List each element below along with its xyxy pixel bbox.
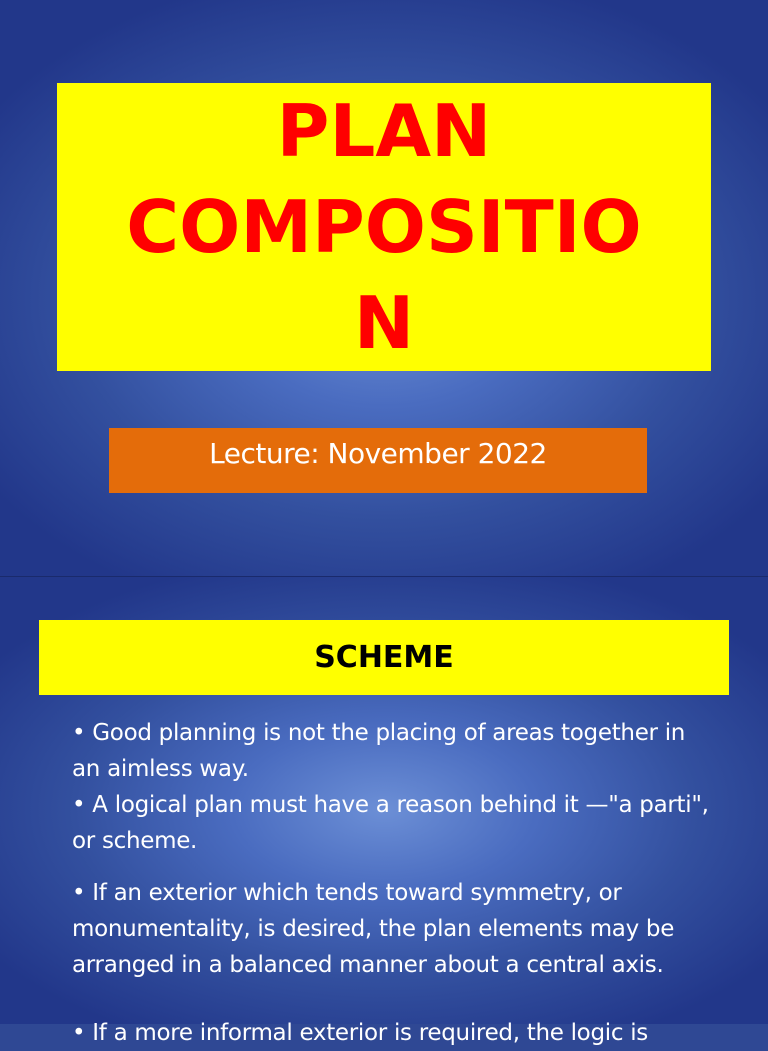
scheme-slide [0, 577, 768, 1046]
subtitle-text: Lecture: November 2022 [209, 437, 547, 470]
bullet-item-3: • If an exterior which tends toward symmetry, or monumentality, is desired, the plan elements may be arranged in a balanced manner about a central axis. [72, 880, 675, 978]
bullet-item-4: • If a more informal exterior is required, the logic is [72, 1020, 648, 1046]
slide-heading: SCHEME [314, 640, 454, 675]
title-box [57, 83, 711, 371]
bullet-item-1: • Good planning is not the placing of areas together in an aimless way. [72, 720, 686, 782]
title-line-2: COMPOSITIO [126, 185, 642, 269]
bullet-group-2 [72, 875, 712, 983]
title-line-1: PLAN [276, 89, 492, 173]
title-line-3: N [353, 281, 415, 365]
subtitle-box [109, 428, 647, 493]
heading-box [39, 620, 729, 695]
bullet-group-1 [72, 715, 712, 859]
bullet-item-2: • A logical plan must have a reason behind it —"a parti", or scheme. [72, 792, 709, 854]
bullet-group-3 [72, 1015, 712, 1051]
